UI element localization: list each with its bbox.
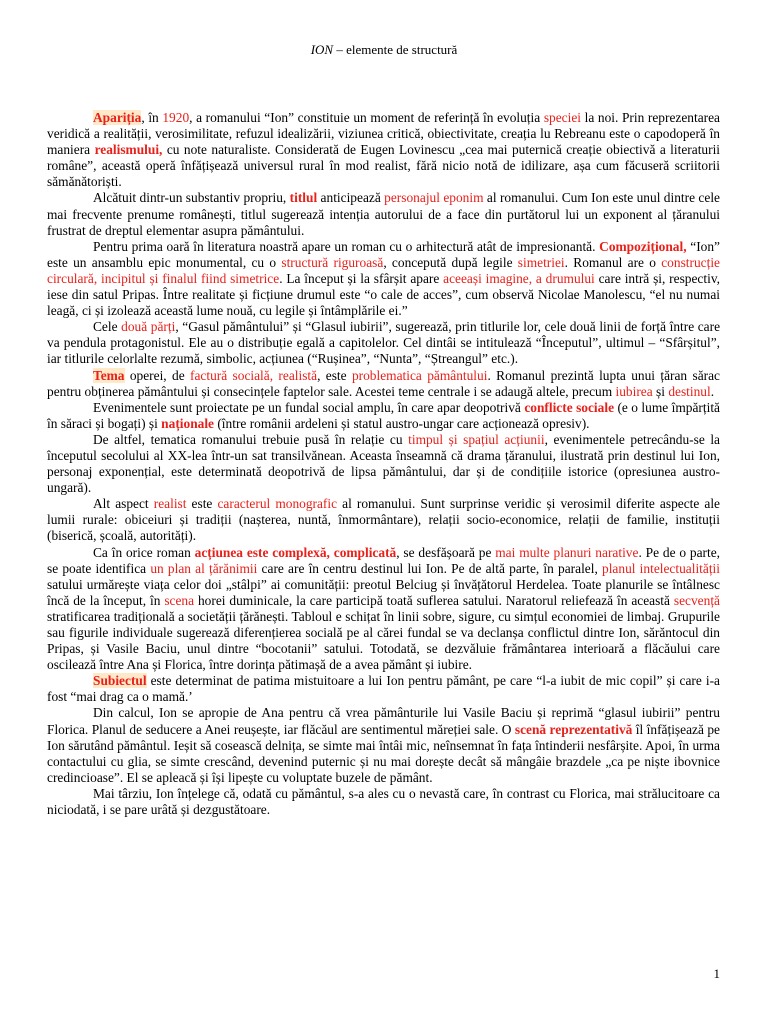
text-run: Mai târziu, Ion înțelege că, odată cu pământul, s-a ales cu o nevastă care, în contrast cu Florica, mai strălucitoare ca niciodată, i se pare urâtă și dezgustătoare. — [47, 785, 720, 818]
highlighted-term: caracterul monografic — [217, 496, 338, 512]
text-run: . Romanul are o — [564, 254, 662, 270]
highlighted-term: Tema — [93, 367, 125, 383]
document-title — [0, 42, 768, 58]
paragraph — [47, 432, 720, 496]
text-run: al romanului. Sunt surprinse veridic și verosimil diferite aspecte ale lumii rurale: obiceiuri și tradiții (nașterea, nuntă, înmormântare), relații socio-economice, relații de familie, instituții (biserică, școală, autorități). — [47, 496, 721, 544]
highlighted-term: factură socială, realistă — [190, 367, 318, 383]
text-run: “Ion” este un ansamblu epic monumental, cu o — [47, 238, 720, 270]
text-run: cu note naturaliste. Considerată de Eugen Lovinescu „cea mai puternică creație obiectivă a literaturii române”, această operă înfățișează universul rural în mod realist, fără nicio notă de idilizare, așa cum făcuseră scriitorii sămănătoriști. — [47, 142, 721, 190]
text-run: și — [652, 383, 669, 399]
paragraph — [47, 400, 720, 432]
highlighted-term: realist — [153, 496, 187, 512]
text-run: . La început și la sfârșit apare — [279, 270, 444, 286]
text-run: satului urmărește viața celor doi „stâlpi” ai comunității: preotul Belciug și învățătorul Herdelea. Toate planurile se întâlnesc încă de la început, în — [47, 576, 720, 608]
text-run: Alcătuit dintr-un substantiv propriu, — [93, 190, 290, 206]
text-run: Evenimentele sunt proiectate pe un fundal social amplu, în care apar deopotrivă — [93, 399, 525, 415]
highlighted-term: personajul eponim — [384, 190, 484, 206]
highlighted-term: un plan al țărănimii — [150, 560, 258, 576]
paragraph — [47, 319, 720, 367]
text-run: Alt aspect — [93, 496, 154, 512]
text-run: (între românii ardeleni și statul austro-ungar care acționează opresiv). — [214, 415, 590, 431]
text-run: . — [710, 383, 715, 399]
highlighted-term: aceeași imagine, a drumului — [443, 270, 595, 286]
text-run: , concepută după legile — [383, 254, 518, 270]
highlighted-term: iubirea — [615, 383, 653, 399]
highlighted-term: acțiunea este complexă, complicată — [194, 544, 397, 560]
text-run: (e o lume împărțită în săraci și bogați) și — [47, 399, 720, 431]
text-run: este determinat de patima mistuitoare a lui Ion pentru pământ, pe care “l-a iubit de mic copil” și care i-a fost “mai drag ca o mamă.’ — [47, 673, 720, 705]
highlighted-term: speciei — [543, 110, 581, 125]
text-run: Pentru prima oară în literatura noastră apare un roman cu o arhitectură atât de impresionantă. — [93, 238, 600, 254]
text-run: , se desfășoară pe — [396, 544, 496, 560]
paragraph — [47, 496, 720, 544]
text-run: este — [186, 496, 218, 512]
paragraph — [47, 368, 720, 400]
text-run: , evenimentele petrecându-se la începutul secolului al XX-lea într-un sat transilvănean. Aceasta înseamnă că drama țăranului, ilustrată prin destinul lui Ion, personaj exponențial, este determinată deopotrivă de lipsa pământului, dar și de condițiile istorice (opresiunea austro-ungară). — [47, 431, 720, 496]
text-run: . Pe de o parte, se poate identifica — [47, 544, 721, 576]
text-run: horei duminicale, la care participă toată suflerea satului. Naratorul reliefează în această — [194, 592, 674, 608]
title-italic: ION — [310, 42, 334, 57]
text-run: Din calcul, Ion se apropie de Ana pentru că vrea pământurile lui Vasile Baciu și reprimă “glasul iubirii” pentru Florica. Planul de seducere a Anei reușește, iar flăcăul are sentimentul măreției sale. O — [47, 705, 720, 737]
document-body — [47, 110, 720, 818]
text-run: anticipează — [317, 190, 385, 206]
text-run: care are în centru destinul lui Ion. Pe de altă parte, în paralel, — [257, 560, 603, 576]
highlighted-term: Apariția — [93, 110, 142, 125]
highlighted-term: structură riguroasă — [281, 254, 384, 270]
text-run: care intră și, respectiv, iese din satul Pripas. Între realitate și ficțiune drumul este “o cale de acces”, cum observă Nicolae Manolescu, “el nu numai leagă, ci și izolează această lume nouă, cu legile și întâmplările ei.” — [47, 270, 720, 319]
title-rest: – elemente de structură — [333, 42, 458, 57]
highlighted-term: două părți — [121, 319, 176, 335]
highlighted-term: conflicte sociale — [524, 399, 615, 415]
highlighted-term: mai multe planuri narative — [495, 544, 639, 560]
highlighted-term: planul intelectualității — [602, 560, 720, 576]
highlighted-term: problematica pământului — [351, 367, 488, 383]
highlighted-term: realismului, — [94, 142, 163, 158]
highlighted-term: construcție circulară, incipitul și finalul fiind simetrice — [47, 254, 720, 286]
text-run: Cele — [93, 319, 122, 335]
text-run: stratificarea tradițională a societății țărănești. Tabloul e schițat în linii sobre, sigure, cu simțul economiei de limbaj. Grupurile sau figurile individuale sugerează diferențierea socială pe al cărei fundal se va declanșa conflictul dintre Ion, sărăntocul din Pripas, și Vasile Baciu, unul dintre “bocotanii” satului. Totodată, se dezvăluie frământarea interioară a flăcăului care oscilează între Ana și Florica, între dorința pătimașă de a avea pământ și iubire. — [47, 608, 720, 673]
highlighted-term: titlul — [289, 190, 318, 206]
text-run: Ca în orice roman — [93, 544, 195, 560]
text-run: al romanului. Cum Ion este unul dintre cele mai frecvente prenume românești, titlul sugerează intenția autorului de a face din purtătorul lui un exponent al țăranului frustrat de dreptul elementar asupra pământului. — [47, 190, 720, 238]
highlighted-term: Subiectul — [93, 673, 147, 689]
text-run: , este — [317, 367, 352, 383]
highlighted-term: simetriei — [517, 254, 565, 270]
paragraph — [47, 110, 720, 190]
text-run: , a romanului “Ion” constituie un moment de referință în evoluția — [189, 110, 544, 125]
highlighted-term: scenă reprezentativă — [514, 721, 633, 737]
highlighted-term: 1920 — [162, 110, 190, 125]
text-run: la noi. Prin reprezentarea veridică a realității, verosimilitate, refuzul idealizării, viziunea critică, obiectivitate, creația lu Rebreanu este o capodoperă în maniera — [47, 110, 720, 158]
highlighted-term: scena — [164, 592, 195, 608]
paragraph — [47, 239, 720, 319]
text-run: . Romanul prezintă lupta unui țăran sărac pentru obținerea pământului și consecințele faptelor sale. Acestei teme centrale i se adaugă altele, precum — [47, 367, 720, 399]
text-run: îl înfățișează pe Ion sărutând pământul. Ieșit să cosească delnița, se simte mai întâi mic, neînsemnat în fața întinderii nesfârșite. Apoi, în urma contactului cu glia, se simte crescând, devenind puternic și nu mai dorește decât să mângâie brazdele „ca pe niște ibovnice credincioase”. El se apleacă și își lipește cu voluptate buzele de pământ. — [47, 721, 720, 785]
paragraph — [47, 705, 720, 785]
highlighted-term: timpul și spațiul acțiunii — [408, 431, 545, 447]
highlighted-term: secvență — [673, 592, 720, 608]
highlighted-term: naționale — [161, 415, 214, 431]
highlighted-term: Compozițional, — [599, 238, 687, 254]
paragraph — [47, 786, 720, 818]
page-number: 1 — [713, 966, 720, 981]
paragraph — [47, 673, 720, 705]
paragraph — [47, 190, 720, 238]
text-run: , “Gasul pământului” și “Glasul iubirii”, sugerează, prin titlurile lor, cele două linii de forță între care va pendula protagonistul. Ele au o distribuție egală a capitolelor. Cel dintâi se intitulează “Începutul”, ultimul – “Sfârșitul”, iar titlurile celorlalte rezumă, simbolic, acțiunea (“Rușinea”, “Nunta”, “Ștreangul” etc.). — [47, 319, 721, 367]
text-run: De altfel, tematica romanului trebuie pusă în relație cu — [93, 431, 409, 447]
text-run: , în — [141, 110, 163, 125]
text-run: operei, de — [124, 367, 191, 383]
paragraph — [47, 545, 720, 674]
highlighted-term: destinul — [668, 383, 711, 399]
